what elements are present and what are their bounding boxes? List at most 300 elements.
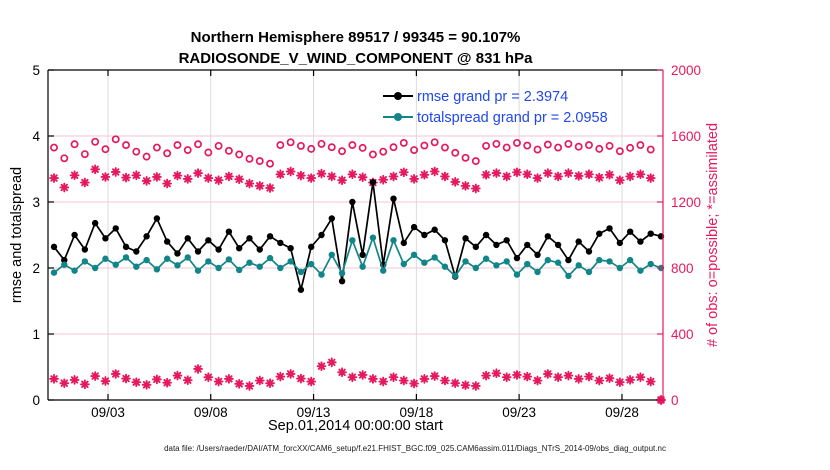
rmse-marker: [51, 244, 57, 250]
assimilated-asterisk-marker: [318, 170, 326, 178]
assimilated-asterisk-marker: [132, 171, 140, 179]
assimilated-asterisk-marker: [544, 370, 552, 378]
legend: [383, 86, 608, 128]
assimilated-asterisk-marker: [637, 170, 645, 178]
rmse-marker: [637, 238, 643, 244]
rmse-marker: [390, 196, 396, 202]
possible-circle-marker: [267, 161, 273, 167]
assimilated-asterisk-marker: [235, 175, 243, 183]
rmse-marker: [514, 255, 520, 261]
rmse-marker: [298, 287, 304, 293]
assimilated-asterisk-marker: [266, 184, 274, 192]
right-tick-label: 2000: [671, 63, 702, 78]
rmse-marker: [575, 238, 581, 244]
assimilated-asterisk-marker: [71, 171, 79, 179]
assimilated-asterisk-marker: [585, 373, 593, 381]
possible-circle-marker: [92, 139, 98, 145]
legend-entry-totalspread: [383, 107, 608, 128]
assimilated-asterisk-marker: [431, 372, 439, 380]
assimilated-asterisk-marker: [462, 381, 470, 389]
possible-circle-marker: [71, 141, 77, 147]
assimilated-asterisk-marker: [492, 169, 500, 177]
rmse-marker: [113, 225, 119, 231]
totalspread-marker: [473, 265, 479, 271]
possible-circle-marker: [555, 144, 561, 150]
possible-circle-marker: [174, 142, 180, 148]
rmse-marker: [82, 246, 88, 252]
rmse-marker: [133, 248, 139, 254]
rmse-marker: [442, 237, 448, 243]
assimilated-asterisk-marker: [225, 375, 233, 383]
assimilated-asterisk-marker: [616, 176, 624, 184]
totalspread-marker: [185, 254, 191, 260]
rmse-marker: [370, 179, 376, 185]
assimilated-asterisk-marker: [359, 173, 367, 181]
possible-circle-marker: [627, 145, 633, 151]
totalspread-marker: [627, 257, 633, 263]
assimilated-asterisk-marker: [626, 376, 634, 384]
totalspread-marker: [51, 269, 57, 275]
rmse-marker: [401, 240, 407, 246]
totalspread-marker: [329, 252, 335, 258]
possible-circle-marker: [318, 141, 324, 147]
totalspread-marker: [349, 237, 355, 243]
assimilated-asterisk-marker: [328, 173, 336, 181]
assimilated-asterisk-marker: [441, 377, 449, 385]
possible-circle-marker: [339, 148, 345, 154]
assimilated-asterisk-marker: [482, 171, 490, 179]
assimilated-asterisk-marker: [379, 176, 387, 184]
assimilated-asterisk-marker: [246, 382, 254, 390]
assimilated-asterisk-marker: [451, 379, 459, 387]
possible-circle-marker: [154, 144, 160, 150]
possible-circle-marker: [216, 143, 222, 149]
totalspread-marker: [524, 261, 530, 267]
rmse-marker: [143, 233, 149, 239]
assimilated-asterisk-marker: [112, 168, 120, 176]
assimilated-asterisk-marker: [102, 377, 110, 385]
rmse-marker: [174, 250, 180, 256]
rmse-marker: [267, 233, 273, 239]
x-tick-label: 09/13: [296, 405, 331, 420]
assimilated-asterisk-marker: [647, 378, 655, 386]
totalspread-line-sample-icon: [383, 116, 413, 119]
totalspread-marker: [226, 256, 232, 262]
assimilated-asterisk-marker: [132, 378, 140, 386]
rmse-marker: [92, 220, 98, 226]
assimilated-asterisk-marker: [534, 377, 542, 385]
legend-label-rmse: rmse grand pr = 2.3974: [417, 88, 569, 105]
assimilated-asterisk-marker: [163, 180, 171, 188]
possible-circle-marker: [113, 136, 119, 142]
rmse-marker: [339, 278, 345, 284]
totalspread-marker: [82, 258, 88, 264]
assimilated-asterisk-marker: [595, 174, 603, 182]
assimilated-asterisk-marker: [513, 168, 521, 176]
rmse-marker: [524, 242, 530, 248]
totalspread-marker: [339, 270, 345, 276]
totalspread-marker: [431, 254, 437, 260]
totalspread-marker: [575, 262, 581, 268]
rmse-marker: [329, 215, 335, 221]
totalspread-marker: [71, 267, 77, 273]
left-tick-label: 5: [32, 63, 40, 78]
left-tick-label: 4: [32, 129, 40, 144]
possible-circle-marker: [226, 148, 232, 154]
possible-circle-marker: [493, 141, 499, 147]
assimilated-asterisk-marker: [575, 375, 583, 383]
rmse-marker: [195, 248, 201, 254]
assimilated-asterisk-marker: [246, 180, 254, 188]
assimilated-asterisk-marker: [482, 372, 490, 380]
assimilated-asterisk-marker: [256, 182, 264, 190]
assimilated-asterisk-marker: [287, 168, 295, 176]
totalspread-marker: [586, 269, 592, 275]
totalspread-marker: [370, 234, 376, 240]
right-tick-label: 1600: [671, 129, 702, 144]
right-axis-label: # of obs: o=possible; *=assimilated: [705, 122, 721, 348]
left-tick-label: 1: [32, 327, 40, 342]
rmse-marker: [473, 244, 479, 250]
assimilated-asterisk-marker: [637, 373, 645, 381]
totalspread-marker: [390, 237, 396, 243]
assimilated-asterisk-marker: [225, 173, 233, 181]
right-tick-label: 800: [671, 261, 694, 276]
assimilated-asterisk-marker: [626, 173, 634, 181]
totalspread-marker: [411, 252, 417, 258]
possible-circle-marker: [596, 146, 602, 152]
possible-circle-marker: [133, 149, 139, 155]
possible-circle-marker: [586, 142, 592, 148]
possible-circle-marker: [401, 140, 407, 146]
totalspread-marker: [102, 256, 108, 262]
totalspread-marker: [277, 265, 283, 271]
totalspread-marker: [514, 271, 520, 277]
rmse-marker: [349, 199, 355, 205]
x-axis-label: Sep.01,2014 00:00:00 start: [268, 418, 443, 434]
assimilated-asterisk-marker: [215, 176, 223, 184]
totalspread-marker: [133, 263, 139, 269]
rmse-line-sample-icon: [383, 95, 413, 98]
totalspread-marker: [205, 258, 211, 264]
possible-circle-marker: [82, 151, 88, 157]
possible-circle-marker: [606, 143, 612, 149]
rmse-marker: [226, 229, 232, 235]
possible-circle-marker: [421, 142, 427, 148]
x-tick-label: 09/03: [91, 405, 125, 420]
assimilated-asterisk-marker: [194, 169, 202, 177]
assimilated-asterisk-marker: [297, 172, 305, 180]
assimilated-asterisk-marker: [122, 375, 130, 383]
assimilated-asterisk-marker: [379, 378, 387, 386]
rmse-marker: [123, 244, 129, 250]
possible-circle-marker: [473, 158, 479, 164]
totalspread-marker: [637, 267, 643, 273]
right-tick-label: 1200: [671, 195, 702, 210]
totalspread-marker: [503, 258, 509, 264]
possible-circle-marker: [143, 154, 149, 160]
assimilated-asterisk-marker: [102, 173, 110, 181]
possible-circle-marker: [462, 155, 468, 161]
assimilated-asterisk-marker: [544, 169, 552, 177]
possible-circle-marker: [329, 144, 335, 150]
assimilated-asterisk-marker: [348, 373, 356, 381]
assimilated-asterisk-marker: [431, 168, 439, 176]
x-tick-label: 09/23: [502, 405, 536, 420]
assimilated-asterisk-marker: [287, 370, 295, 378]
assimilated-asterisk-marker: [390, 173, 398, 181]
possible-circle-marker: [432, 139, 438, 145]
possible-circle-marker: [185, 147, 191, 153]
assimilated-asterisk-marker: [204, 174, 212, 182]
rmse-marker: [359, 252, 365, 258]
assimilated-asterisk-marker: [215, 378, 223, 386]
assimilated-asterisk-marker: [184, 376, 192, 384]
rmse-marker: [462, 235, 468, 241]
assimilated-asterisk-marker: [235, 380, 243, 388]
possible-circle-marker: [164, 150, 170, 156]
totalspread-marker: [164, 256, 170, 262]
totalspread-marker: [246, 260, 252, 266]
assimilated-asterisk-marker: [91, 372, 99, 380]
rmse-marker: [411, 224, 417, 230]
assimilated-asterisk-marker: [513, 371, 521, 379]
assimilated-asterisk-marker: [174, 372, 182, 380]
rmse-marker: [421, 232, 427, 238]
totalspread-marker: [257, 263, 263, 269]
possible-circle-marker: [51, 144, 57, 150]
possible-circle-marker: [257, 158, 263, 164]
rmse-marker: [617, 240, 623, 246]
possible-circle-marker: [61, 155, 67, 161]
assimilated-asterisk-marker: [91, 165, 99, 173]
assimilated-asterisk-marker: [410, 380, 418, 388]
assimilated-asterisk-marker: [276, 373, 284, 381]
rmse-marker: [164, 238, 170, 244]
assimilated-asterisk-marker: [606, 374, 614, 382]
rmse-marker: [596, 230, 602, 236]
assimilated-asterisk-marker: [204, 373, 212, 381]
totalspread-marker: [195, 267, 201, 273]
rmse-marker: [215, 246, 221, 252]
assimilated-asterisk-marker: [606, 171, 614, 179]
possible-circle-marker: [360, 145, 366, 151]
assimilated-asterisk-marker: [266, 379, 274, 387]
rmse-marker: [555, 242, 561, 248]
assimilated-asterisk-marker: [534, 174, 542, 182]
assimilated-asterisk-marker: [297, 375, 305, 383]
assimilated-asterisk-marker: [585, 170, 593, 178]
totalspread-marker: [236, 267, 242, 273]
assimilated-asterisk-marker: [420, 171, 428, 179]
totalspread-marker: [462, 258, 468, 264]
rmse-marker: [154, 215, 160, 221]
totalspread-marker: [606, 258, 612, 264]
x-tick-label: 09/08: [193, 405, 228, 420]
totalspread-marker: [421, 260, 427, 266]
assimilated-asterisk-marker: [554, 373, 562, 381]
assimilated-asterisk-marker: [318, 362, 326, 370]
assimilated-asterisk-marker: [462, 182, 470, 190]
totalspread-marker: [534, 269, 540, 275]
assimilated-asterisk-marker: [369, 375, 377, 383]
data-file-caption: data file: /Users/raeder/DAI/ATM_forcXX/CAM6_setup/f.e21.FHIST_BGC.f09_025.CAM6assim.011/Diags_NTrS_2014-09/obs_diag_output.nc: [164, 444, 666, 453]
assimilated-asterisk-marker: [400, 168, 408, 176]
rmse-marker: [205, 237, 211, 243]
assimilated-asterisk-marker: [523, 170, 531, 178]
assimilated-asterisk-marker: [60, 184, 68, 192]
assimilated-asterisk-marker: [616, 378, 624, 386]
assimilated-asterisk-marker: [184, 175, 192, 183]
chart-title-line2: RADIOSONDE_V_WIND_COMPONENT @ 831 hPa: [178, 50, 533, 67]
rmse-marker: [71, 232, 77, 238]
left-tick-label: 2: [32, 261, 40, 276]
assimilated-asterisk-marker: [50, 375, 58, 383]
totalspread-marker: [113, 262, 119, 268]
totalspread-marker: [359, 263, 365, 269]
totalspread-marker: [308, 261, 314, 267]
totalspread-marker: [380, 267, 386, 273]
totalspread-marker: [545, 257, 551, 263]
assimilated-asterisk-marker: [112, 370, 120, 378]
assimilated-asterisk-marker: [400, 377, 408, 385]
right-tick-label: 0: [671, 393, 679, 408]
legend-entry-rmse: [383, 86, 608, 107]
rmse-marker: [493, 242, 499, 248]
totalspread-marker: [483, 256, 489, 262]
assimilated-asterisk-marker: [359, 371, 367, 379]
right-tick-label: 400: [671, 327, 694, 342]
assimilated-asterisk-marker: [410, 175, 418, 183]
assimilated-asterisk-marker: [328, 358, 336, 366]
totalspread-marker: [61, 262, 67, 268]
totalspread-marker: [298, 269, 304, 275]
assimilated-asterisk-marker: [307, 378, 315, 386]
assimilated-asterisk-marker: [256, 377, 264, 385]
totalspread-marker: [617, 265, 623, 271]
x-tick-label: 09/18: [399, 405, 434, 420]
possible-circle-marker: [483, 143, 489, 149]
possible-circle-marker: [565, 141, 571, 147]
totalspread-marker: [555, 260, 561, 266]
rmse-marker: [287, 245, 293, 251]
totalspread-marker: [143, 257, 149, 263]
rmse-marker: [185, 235, 191, 241]
assimilated-asterisk-marker: [71, 376, 79, 384]
assimilated-asterisk-marker: [472, 185, 480, 193]
rmse-marker: [606, 225, 612, 231]
assimilated-asterisk-marker: [143, 177, 151, 185]
assimilated-asterisk-marker: [338, 368, 346, 376]
totalspread-marker: [267, 255, 273, 261]
rmse-marker: [277, 240, 283, 246]
assimilated-asterisk-marker: [50, 174, 58, 182]
assimilated-asterisk-marker: [420, 375, 428, 383]
left-tick-label: 3: [32, 195, 40, 210]
assimilated-asterisk-marker: [143, 381, 151, 389]
assimilated-asterisk-marker: [472, 382, 480, 390]
totalspread-marker: [318, 271, 324, 277]
totalspread-marker: [648, 261, 654, 267]
left-axis-label: rmse and totalspread: [9, 166, 25, 304]
rmse-marker: [648, 230, 654, 236]
rmse-marker: [627, 229, 633, 235]
possible-circle-marker: [123, 142, 129, 148]
possible-circle-marker: [390, 144, 396, 150]
assimilated-asterisk-marker: [647, 174, 655, 182]
assimilated-asterisk-marker: [174, 172, 182, 180]
assimilated-asterisk-marker: [575, 172, 583, 180]
possible-circle-marker: [648, 146, 654, 152]
assimilated-asterisk-marker: [523, 373, 531, 381]
totalspread-marker: [452, 273, 458, 279]
possible-circle-marker: [534, 146, 540, 152]
assimilated-asterisk-marker: [153, 173, 161, 181]
possible-circle-marker: [370, 151, 376, 157]
totalspread-marker: [174, 262, 180, 268]
assimilated-asterisk-marker: [338, 176, 346, 184]
totalspread-marker: [493, 262, 499, 268]
assimilated-asterisk-marker: [276, 170, 284, 178]
possible-circle-marker: [576, 144, 582, 150]
assimilated-asterisk-marker: [451, 178, 459, 186]
assimilated-asterisk-marker: [81, 179, 89, 187]
totalspread-marker: [287, 258, 293, 264]
possible-circle-marker: [637, 142, 643, 148]
assimilated-asterisk-marker: [60, 379, 68, 387]
assimilated-asterisk-marker: [554, 173, 562, 181]
assimilated-asterisk-marker: [122, 174, 130, 182]
totalspread-marker: [123, 254, 129, 260]
possible-circle-marker: [545, 141, 551, 147]
rmse-marker: [545, 233, 551, 239]
totalspread-marker: [154, 266, 160, 272]
possible-circle-marker: [277, 142, 283, 148]
totalspread-marker: [442, 263, 448, 269]
totalspread-marker: [401, 261, 407, 267]
totalspread-marker: [596, 257, 602, 263]
rmse-marker: [431, 227, 437, 233]
assimilated-asterisk-marker: [390, 373, 398, 381]
possible-circle-marker: [236, 151, 242, 157]
rmse-marker: [534, 252, 540, 258]
totalspread-marker: [215, 265, 221, 271]
assimilated-asterisk-marker: [307, 174, 315, 182]
rmse-marker: [257, 246, 263, 252]
assimilated-asterisk-marker: [503, 173, 511, 181]
possible-circle-marker: [298, 143, 304, 149]
rmse-marker: [236, 245, 242, 251]
possible-circle-marker: [349, 142, 355, 148]
chart-title: [48, 27, 663, 69]
rmse-marker: [483, 232, 489, 238]
totalspread-marker: [92, 265, 98, 271]
assimilated-asterisk-marker: [81, 380, 89, 388]
assimilated-asterisk-marker: [565, 372, 573, 380]
rmse-marker: [318, 232, 324, 238]
assimilated-asterisk-marker: [153, 375, 161, 383]
assimilated-asterisk-marker: [348, 170, 356, 178]
assimilated-asterisk-marker: [595, 377, 603, 385]
assimilated-asterisk-marker: [565, 169, 573, 177]
rmse-marker: [565, 257, 571, 263]
rmse-marker: [102, 235, 108, 241]
chart-title-line1: Northern Hemisphere 89517 / 99345 = 90.107%: [190, 29, 521, 46]
possible-circle-marker: [524, 142, 530, 148]
legend-label-totalspread: totalspread grand pr = 2.0958: [417, 109, 608, 126]
possible-circle-marker: [195, 141, 201, 147]
possible-circle-marker: [380, 149, 386, 155]
